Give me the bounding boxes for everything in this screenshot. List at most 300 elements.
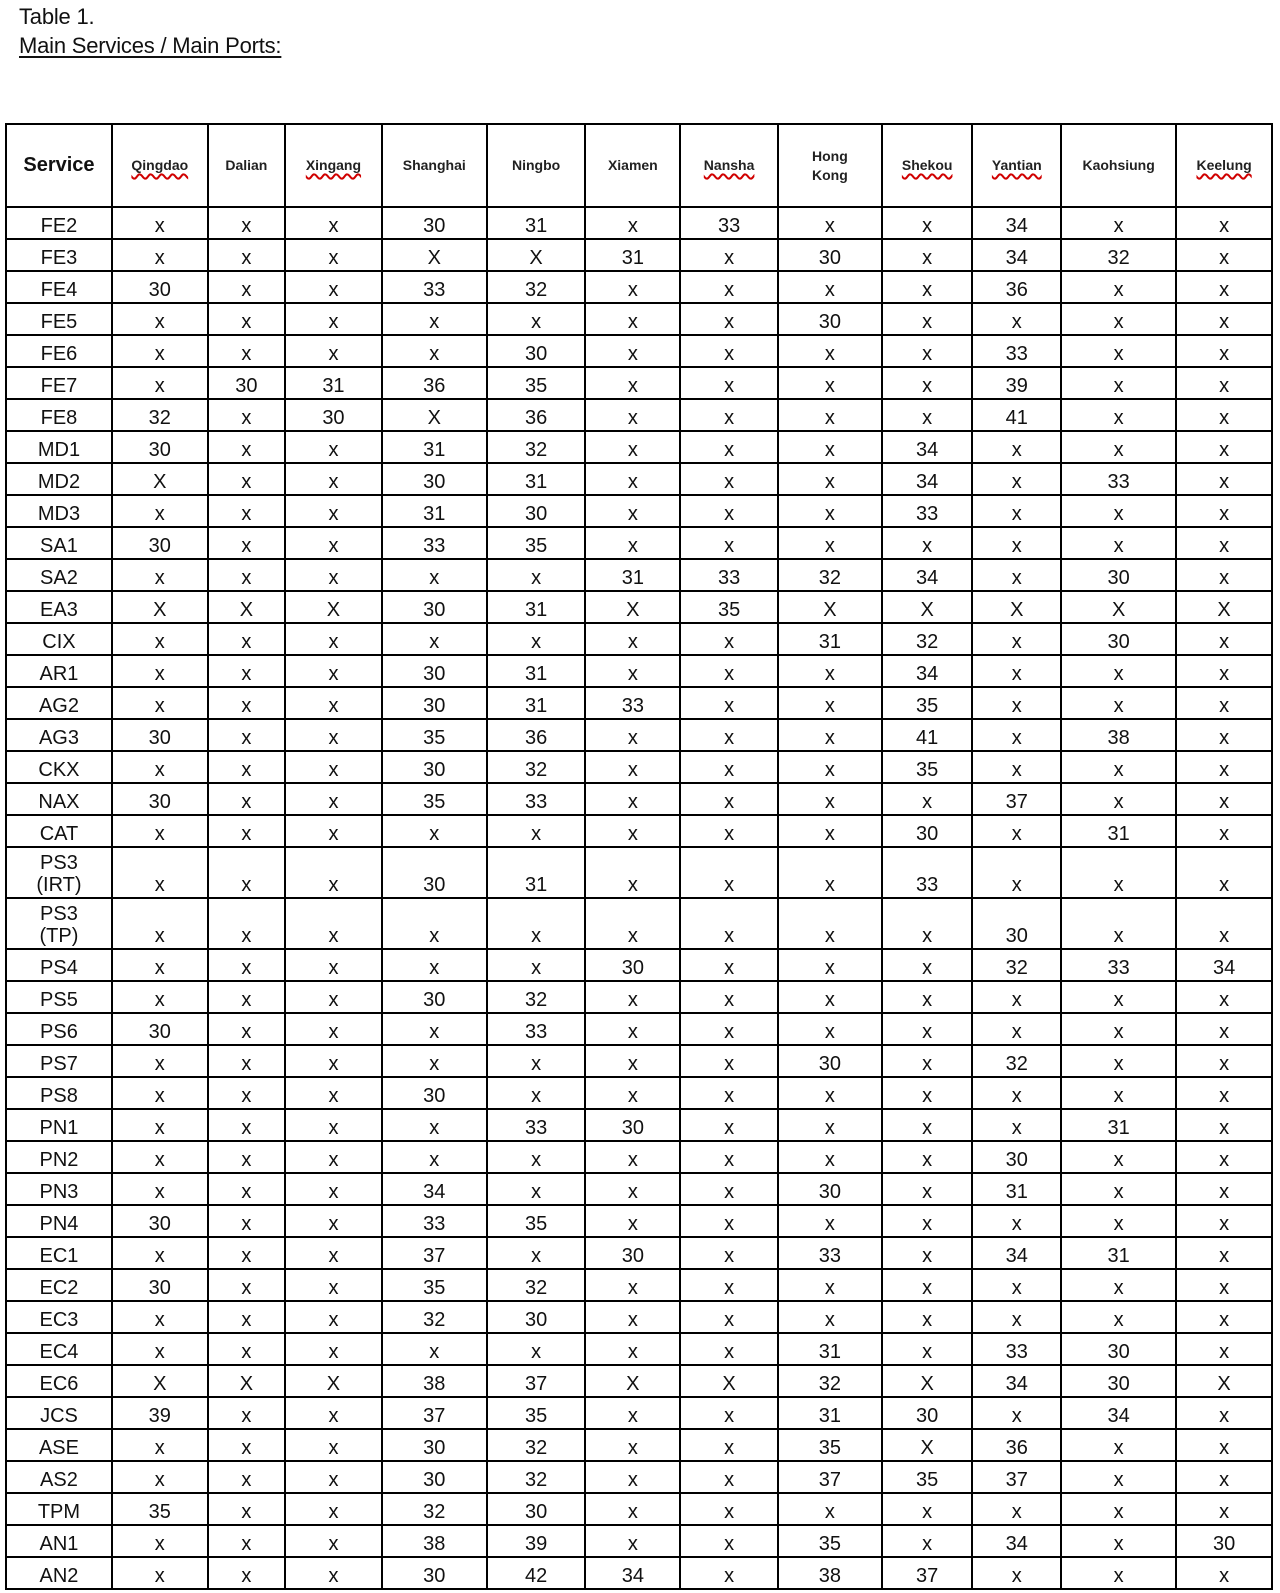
table-row bbox=[6, 1045, 1272, 1077]
port-cell-hong-kong: x bbox=[778, 1269, 882, 1301]
port-cell-kaohsiung: x bbox=[1061, 1141, 1176, 1173]
port-cell-dalian: x bbox=[208, 1557, 285, 1589]
port-cell-xiamen: x bbox=[585, 1077, 680, 1109]
service-cell: SA1 bbox=[6, 527, 112, 559]
port-cell-kaohsiung: x bbox=[1061, 1301, 1176, 1333]
port-cell-kaohsiung: 30 bbox=[1061, 1333, 1176, 1365]
table-row bbox=[6, 1077, 1272, 1109]
port-cell-xingang: x bbox=[285, 1557, 382, 1589]
port-cell-dalian: x bbox=[208, 1525, 285, 1557]
port-cell-nansha: x bbox=[680, 655, 778, 687]
port-cell-qingdao: x bbox=[112, 1429, 208, 1461]
column-header-keelung: Keelung bbox=[1176, 124, 1272, 207]
port-cell-qingdao: x bbox=[112, 1301, 208, 1333]
port-cell-dalian: x bbox=[208, 1493, 285, 1525]
port-cell-keelung: x bbox=[1176, 527, 1272, 559]
table-row bbox=[6, 949, 1272, 981]
port-cell-shekou: x bbox=[882, 303, 973, 335]
port-cell-yantian: x bbox=[972, 1077, 1061, 1109]
port-cell-dalian: x bbox=[208, 431, 285, 463]
port-cell-hong-kong: 31 bbox=[778, 1397, 882, 1429]
port-cell-hong-kong: x bbox=[778, 527, 882, 559]
port-cell-hong-kong: x bbox=[778, 655, 882, 687]
port-cell-xingang: x bbox=[285, 1525, 382, 1557]
port-cell-shekou: x bbox=[882, 1013, 973, 1045]
services-ports-table bbox=[5, 123, 1273, 1590]
port-cell-nansha: x bbox=[680, 1525, 778, 1557]
column-header-dalian: Dalian bbox=[208, 124, 285, 207]
port-cell-ningbo: 35 bbox=[487, 1397, 586, 1429]
port-cell-nansha: x bbox=[680, 623, 778, 655]
port-cell-hong-kong: 31 bbox=[778, 623, 882, 655]
port-cell-shanghai: x bbox=[382, 1109, 487, 1141]
port-cell-ningbo: x bbox=[487, 815, 586, 847]
table-row bbox=[6, 1397, 1272, 1429]
port-cell-qingdao: x bbox=[112, 751, 208, 783]
port-cell-xingang: x bbox=[285, 431, 382, 463]
port-cell-ningbo: 32 bbox=[487, 1461, 586, 1493]
port-cell-ningbo: 31 bbox=[487, 847, 586, 898]
port-cell-shekou: 35 bbox=[882, 751, 973, 783]
port-cell-yantian: x bbox=[972, 815, 1061, 847]
port-cell-qingdao: x bbox=[112, 1141, 208, 1173]
port-cell-shanghai: X bbox=[382, 239, 487, 271]
port-cell-dalian: x bbox=[208, 1141, 285, 1173]
port-cell-shanghai: 30 bbox=[382, 591, 487, 623]
port-cell-ningbo: 30 bbox=[487, 1493, 586, 1525]
table-row bbox=[6, 719, 1272, 751]
port-cell-shekou: x bbox=[882, 335, 973, 367]
port-cell-nansha: 35 bbox=[680, 591, 778, 623]
port-cell-shekou: x bbox=[882, 207, 973, 239]
port-cell-ningbo: 42 bbox=[487, 1557, 586, 1589]
port-cell-xingang: x bbox=[285, 527, 382, 559]
port-cell-nansha: x bbox=[680, 1493, 778, 1525]
port-cell-yantian: x bbox=[972, 303, 1061, 335]
port-cell-hong-kong: x bbox=[778, 847, 882, 898]
port-cell-xiamen: x bbox=[585, 1429, 680, 1461]
port-cell-xingang: x bbox=[285, 1269, 382, 1301]
port-cell-shanghai: 30 bbox=[382, 463, 487, 495]
table-row bbox=[6, 1429, 1272, 1461]
port-cell-xiamen: x bbox=[585, 335, 680, 367]
port-cell-shekou: 37 bbox=[882, 1557, 973, 1589]
port-cell-xiamen: x bbox=[585, 655, 680, 687]
port-cell-yantian: 36 bbox=[972, 1429, 1061, 1461]
port-cell-xiamen: x bbox=[585, 719, 680, 751]
service-cell: MD2 bbox=[6, 463, 112, 495]
port-cell-ningbo: 35 bbox=[487, 367, 586, 399]
port-cell-xiamen: x bbox=[585, 399, 680, 431]
port-cell-shanghai: x bbox=[382, 1333, 487, 1365]
port-cell-keelung: x bbox=[1176, 367, 1272, 399]
port-cell-xingang: x bbox=[285, 1301, 382, 1333]
port-cell-qingdao: 30 bbox=[112, 1205, 208, 1237]
port-cell-shekou: 34 bbox=[882, 431, 973, 463]
port-cell-nansha: x bbox=[680, 495, 778, 527]
port-cell-shanghai: 37 bbox=[382, 1397, 487, 1429]
port-cell-keelung: x bbox=[1176, 1461, 1272, 1493]
port-cell-qingdao: x bbox=[112, 559, 208, 591]
port-cell-shanghai: x bbox=[382, 815, 487, 847]
port-cell-hong-kong: 30 bbox=[778, 239, 882, 271]
port-cell-kaohsiung: x bbox=[1061, 1461, 1176, 1493]
port-cell-xiamen: x bbox=[585, 1141, 680, 1173]
port-cell-yantian: x bbox=[972, 1205, 1061, 1237]
port-cell-xiamen: x bbox=[585, 527, 680, 559]
port-cell-dalian: 30 bbox=[208, 367, 285, 399]
port-cell-dalian: x bbox=[208, 847, 285, 898]
port-cell-xiamen: x bbox=[585, 207, 680, 239]
port-cell-xingang: x bbox=[285, 1333, 382, 1365]
port-cell-xiamen: x bbox=[585, 463, 680, 495]
port-cell-hong-kong: x bbox=[778, 367, 882, 399]
port-cell-dalian: x bbox=[208, 207, 285, 239]
port-cell-yantian: 33 bbox=[972, 335, 1061, 367]
port-cell-shekou: 41 bbox=[882, 719, 973, 751]
port-cell-yantian: x bbox=[972, 847, 1061, 898]
port-cell-yantian: x bbox=[972, 431, 1061, 463]
port-cell-qingdao: 30 bbox=[112, 527, 208, 559]
port-cell-nansha: x bbox=[680, 271, 778, 303]
port-cell-dalian: X bbox=[208, 591, 285, 623]
port-cell-nansha: x bbox=[680, 1173, 778, 1205]
port-cell-shanghai: 30 bbox=[382, 981, 487, 1013]
port-cell-nansha: X bbox=[680, 1365, 778, 1397]
port-cell-shekou: 33 bbox=[882, 847, 973, 898]
port-cell-ningbo: 32 bbox=[487, 981, 586, 1013]
port-cell-keelung: x bbox=[1176, 1493, 1272, 1525]
port-cell-qingdao: x bbox=[112, 1461, 208, 1493]
service-cell: FE6 bbox=[6, 335, 112, 367]
port-cell-hong-kong: x bbox=[778, 1141, 882, 1173]
port-cell-yantian: 30 bbox=[972, 898, 1061, 949]
port-cell-nansha: x bbox=[680, 367, 778, 399]
port-cell-ningbo: 32 bbox=[487, 271, 586, 303]
port-cell-dalian: x bbox=[208, 719, 285, 751]
port-cell-dalian: x bbox=[208, 399, 285, 431]
port-cell-xiamen: 31 bbox=[585, 239, 680, 271]
port-cell-qingdao: x bbox=[112, 1557, 208, 1589]
port-cell-xingang: x bbox=[285, 1173, 382, 1205]
table-row bbox=[6, 847, 1272, 898]
port-cell-keelung: x bbox=[1176, 687, 1272, 719]
table-row bbox=[6, 981, 1272, 1013]
port-cell-shanghai: x bbox=[382, 1013, 487, 1045]
port-cell-shanghai: 34 bbox=[382, 1173, 487, 1205]
port-cell-dalian: x bbox=[208, 239, 285, 271]
service-cell: EC3 bbox=[6, 1301, 112, 1333]
port-cell-kaohsiung: x bbox=[1061, 1525, 1176, 1557]
port-cell-ningbo: x bbox=[487, 559, 586, 591]
port-cell-dalian: x bbox=[208, 1461, 285, 1493]
port-cell-ningbo: X bbox=[487, 239, 586, 271]
port-cell-shanghai: 30 bbox=[382, 655, 487, 687]
port-cell-keelung: x bbox=[1176, 783, 1272, 815]
port-cell-xingang: x bbox=[285, 1429, 382, 1461]
port-cell-xingang: x bbox=[285, 1077, 382, 1109]
port-cell-dalian: x bbox=[208, 898, 285, 949]
port-cell-xiamen: 30 bbox=[585, 1109, 680, 1141]
port-cell-nansha: x bbox=[680, 815, 778, 847]
service-cell: EC1 bbox=[6, 1237, 112, 1269]
port-cell-shanghai: 36 bbox=[382, 367, 487, 399]
port-cell-ningbo: 32 bbox=[487, 431, 586, 463]
port-cell-ningbo: x bbox=[487, 898, 586, 949]
port-cell-nansha: x bbox=[680, 239, 778, 271]
port-cell-dalian: x bbox=[208, 1429, 285, 1461]
port-cell-shekou: x bbox=[882, 898, 973, 949]
table-row bbox=[6, 559, 1272, 591]
port-cell-qingdao: x bbox=[112, 495, 208, 527]
port-cell-shanghai: 30 bbox=[382, 207, 487, 239]
table-row bbox=[6, 655, 1272, 687]
port-cell-hong-kong: x bbox=[778, 687, 882, 719]
port-cell-yantian: 34 bbox=[972, 207, 1061, 239]
port-cell-nansha: x bbox=[680, 463, 778, 495]
port-cell-yantian: x bbox=[972, 1269, 1061, 1301]
port-cell-kaohsiung: x bbox=[1061, 271, 1176, 303]
port-cell-qingdao: x bbox=[112, 687, 208, 719]
table-row bbox=[6, 751, 1272, 783]
port-cell-yantian: x bbox=[972, 1301, 1061, 1333]
port-cell-dalian: x bbox=[208, 303, 285, 335]
port-cell-yantian: 34 bbox=[972, 239, 1061, 271]
port-cell-xiamen: x bbox=[585, 495, 680, 527]
port-cell-kaohsiung: x bbox=[1061, 303, 1176, 335]
port-cell-keelung: x bbox=[1176, 1557, 1272, 1589]
table-row bbox=[6, 431, 1272, 463]
port-cell-yantian: 39 bbox=[972, 367, 1061, 399]
port-cell-kaohsiung: x bbox=[1061, 1045, 1176, 1077]
table-row bbox=[6, 463, 1272, 495]
port-cell-qingdao: 30 bbox=[112, 719, 208, 751]
port-cell-shekou: 35 bbox=[882, 687, 973, 719]
table-row bbox=[6, 1173, 1272, 1205]
port-cell-qingdao: x bbox=[112, 335, 208, 367]
port-cell-ningbo: 37 bbox=[487, 1365, 586, 1397]
port-cell-hong-kong: x bbox=[778, 1205, 882, 1237]
port-cell-xingang: x bbox=[285, 1013, 382, 1045]
port-cell-hong-kong: x bbox=[778, 949, 882, 981]
port-cell-shanghai: 38 bbox=[382, 1525, 487, 1557]
service-cell: PS8 bbox=[6, 1077, 112, 1109]
port-cell-yantian: x bbox=[972, 559, 1061, 591]
port-cell-yantian: x bbox=[972, 981, 1061, 1013]
port-cell-nansha: x bbox=[680, 719, 778, 751]
port-cell-xingang: x bbox=[285, 1109, 382, 1141]
port-cell-hong-kong: x bbox=[778, 815, 882, 847]
port-cell-keelung: x bbox=[1176, 1013, 1272, 1045]
port-cell-ningbo: 30 bbox=[487, 335, 586, 367]
port-cell-ningbo: 33 bbox=[487, 1013, 586, 1045]
service-cell: MD1 bbox=[6, 431, 112, 463]
port-cell-hong-kong: x bbox=[778, 271, 882, 303]
port-cell-nansha: x bbox=[680, 1109, 778, 1141]
port-cell-qingdao: x bbox=[112, 898, 208, 949]
port-cell-shekou: 33 bbox=[882, 495, 973, 527]
port-cell-xingang: x bbox=[285, 1141, 382, 1173]
port-cell-xingang: x bbox=[285, 751, 382, 783]
service-cell: TPM bbox=[6, 1493, 112, 1525]
service-cell: EC2 bbox=[6, 1269, 112, 1301]
port-cell-hong-kong: 32 bbox=[778, 1365, 882, 1397]
port-cell-dalian: x bbox=[208, 1237, 285, 1269]
port-cell-dalian: x bbox=[208, 463, 285, 495]
port-cell-kaohsiung: x bbox=[1061, 335, 1176, 367]
port-cell-keelung: X bbox=[1176, 1365, 1272, 1397]
port-cell-qingdao: x bbox=[112, 207, 208, 239]
service-cell: AG2 bbox=[6, 687, 112, 719]
service-cell: FE4 bbox=[6, 271, 112, 303]
service-cell: CAT bbox=[6, 815, 112, 847]
port-cell-shekou: x bbox=[882, 1301, 973, 1333]
port-cell-kaohsiung: x bbox=[1061, 399, 1176, 431]
table-row bbox=[6, 495, 1272, 527]
port-cell-qingdao: x bbox=[112, 847, 208, 898]
port-cell-nansha: 33 bbox=[680, 207, 778, 239]
port-cell-xiamen: 30 bbox=[585, 1237, 680, 1269]
port-cell-shekou: x bbox=[882, 1237, 973, 1269]
service-cell: PS7 bbox=[6, 1045, 112, 1077]
table-row bbox=[6, 527, 1272, 559]
port-cell-nansha: x bbox=[680, 1141, 778, 1173]
port-cell-yantian: 31 bbox=[972, 1173, 1061, 1205]
port-cell-qingdao: x bbox=[112, 981, 208, 1013]
table-row bbox=[6, 1205, 1272, 1237]
port-cell-ningbo: x bbox=[487, 949, 586, 981]
port-cell-dalian: x bbox=[208, 1013, 285, 1045]
port-cell-ningbo: x bbox=[487, 623, 586, 655]
port-cell-keelung: x bbox=[1176, 1301, 1272, 1333]
port-cell-keelung: x bbox=[1176, 815, 1272, 847]
port-cell-ningbo: 32 bbox=[487, 1429, 586, 1461]
port-cell-kaohsiung: x bbox=[1061, 898, 1176, 949]
port-cell-dalian: x bbox=[208, 1333, 285, 1365]
port-cell-xiamen: x bbox=[585, 1525, 680, 1557]
port-cell-xiamen: x bbox=[585, 1045, 680, 1077]
port-cell-kaohsiung: x bbox=[1061, 1493, 1176, 1525]
service-cell: PS3 (TP) bbox=[6, 898, 112, 949]
port-cell-xingang: x bbox=[285, 783, 382, 815]
port-cell-yantian: 32 bbox=[972, 1045, 1061, 1077]
table-row bbox=[6, 303, 1272, 335]
port-cell-xiamen: x bbox=[585, 783, 680, 815]
port-cell-keelung: x bbox=[1176, 623, 1272, 655]
port-cell-shanghai: x bbox=[382, 949, 487, 981]
table-body bbox=[6, 207, 1272, 1589]
port-cell-nansha: x bbox=[680, 431, 778, 463]
port-cell-yantian: x bbox=[972, 495, 1061, 527]
table-row bbox=[6, 1237, 1272, 1269]
port-cell-nansha: x bbox=[680, 1301, 778, 1333]
port-cell-xiamen: x bbox=[585, 981, 680, 1013]
service-cell: PN3 bbox=[6, 1173, 112, 1205]
column-header-yantian: Yantian bbox=[972, 124, 1061, 207]
port-cell-nansha: x bbox=[680, 1205, 778, 1237]
port-cell-nansha: x bbox=[680, 303, 778, 335]
port-cell-hong-kong: x bbox=[778, 1109, 882, 1141]
port-cell-hong-kong: x bbox=[778, 431, 882, 463]
service-cell: PS6 bbox=[6, 1013, 112, 1045]
port-cell-nansha: x bbox=[680, 783, 778, 815]
port-cell-xingang: x bbox=[285, 981, 382, 1013]
port-cell-ningbo: 33 bbox=[487, 783, 586, 815]
port-cell-keelung: x bbox=[1176, 751, 1272, 783]
port-cell-qingdao: x bbox=[112, 1077, 208, 1109]
table-row bbox=[6, 367, 1272, 399]
port-cell-xiamen: x bbox=[585, 1205, 680, 1237]
port-cell-shanghai: 30 bbox=[382, 1557, 487, 1589]
port-cell-ningbo: 35 bbox=[487, 1205, 586, 1237]
port-cell-nansha: x bbox=[680, 898, 778, 949]
port-cell-xiamen: x bbox=[585, 367, 680, 399]
port-cell-nansha: x bbox=[680, 335, 778, 367]
port-cell-kaohsiung: x bbox=[1061, 1173, 1176, 1205]
port-cell-keelung: x bbox=[1176, 655, 1272, 687]
port-cell-yantian: x bbox=[972, 1109, 1061, 1141]
port-cell-ningbo: x bbox=[487, 303, 586, 335]
port-cell-xingang: x bbox=[285, 1461, 382, 1493]
port-cell-hong-kong: 32 bbox=[778, 559, 882, 591]
port-cell-dalian: x bbox=[208, 1173, 285, 1205]
port-cell-xiamen: x bbox=[585, 815, 680, 847]
port-cell-kaohsiung: x bbox=[1061, 655, 1176, 687]
port-cell-xiamen: x bbox=[585, 1333, 680, 1365]
port-cell-yantian: 37 bbox=[972, 1461, 1061, 1493]
port-cell-xingang: 31 bbox=[285, 367, 382, 399]
port-cell-hong-kong: x bbox=[778, 399, 882, 431]
port-cell-hong-kong: x bbox=[778, 463, 882, 495]
port-cell-dalian: x bbox=[208, 655, 285, 687]
service-cell: EC4 bbox=[6, 1333, 112, 1365]
port-cell-shanghai: X bbox=[382, 399, 487, 431]
port-cell-shanghai: 32 bbox=[382, 1301, 487, 1333]
port-cell-hong-kong: x bbox=[778, 207, 882, 239]
port-cell-kaohsiung: x bbox=[1061, 1429, 1176, 1461]
port-cell-ningbo: 30 bbox=[487, 495, 586, 527]
port-cell-yantian: x bbox=[972, 1493, 1061, 1525]
port-cell-hong-kong: x bbox=[778, 495, 882, 527]
port-cell-nansha: x bbox=[680, 1013, 778, 1045]
port-cell-shanghai: 32 bbox=[382, 1493, 487, 1525]
port-cell-shekou: x bbox=[882, 239, 973, 271]
port-cell-shanghai: 30 bbox=[382, 751, 487, 783]
port-cell-ningbo: x bbox=[487, 1173, 586, 1205]
port-cell-keelung: x bbox=[1176, 1205, 1272, 1237]
port-cell-qingdao: x bbox=[112, 1237, 208, 1269]
port-cell-kaohsiung: 33 bbox=[1061, 463, 1176, 495]
port-cell-dalian: x bbox=[208, 1397, 285, 1429]
port-cell-kaohsiung: 30 bbox=[1061, 559, 1176, 591]
port-cell-ningbo: 31 bbox=[487, 207, 586, 239]
port-cell-shanghai: x bbox=[382, 1045, 487, 1077]
port-cell-nansha: 33 bbox=[680, 559, 778, 591]
port-cell-xingang: x bbox=[285, 495, 382, 527]
port-cell-keelung: x bbox=[1176, 431, 1272, 463]
port-cell-dalian: x bbox=[208, 981, 285, 1013]
column-header-shanghai: Shanghai bbox=[382, 124, 487, 207]
port-cell-yantian: 41 bbox=[972, 399, 1061, 431]
table-row bbox=[6, 898, 1272, 949]
port-cell-hong-kong: 30 bbox=[778, 303, 882, 335]
port-cell-yantian: x bbox=[972, 1013, 1061, 1045]
port-cell-dalian: x bbox=[208, 335, 285, 367]
port-cell-shekou: x bbox=[882, 367, 973, 399]
port-cell-xiamen: x bbox=[585, 1301, 680, 1333]
port-cell-yantian: x bbox=[972, 527, 1061, 559]
service-cell: JCS bbox=[6, 1397, 112, 1429]
